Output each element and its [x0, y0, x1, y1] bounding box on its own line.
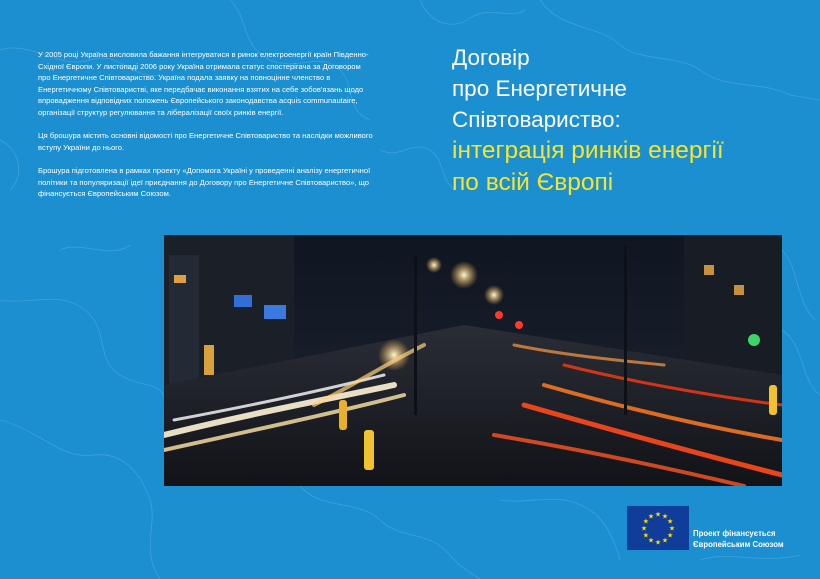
subtitle-line: інтеграція ринків енергії	[452, 137, 724, 164]
subtitle-line: по всій Європі	[452, 169, 614, 196]
document-title	[452, 42, 812, 199]
eu-star-icon: ★	[642, 532, 650, 540]
eu-star-icon: ★	[654, 511, 662, 519]
eu-star-icon: ★	[668, 525, 676, 533]
eu-flag-icon	[627, 506, 689, 550]
intro-paragraph: Брошура підготовлена в рамках проекту «Допомога Україні у проведенні аналізу енергетичної політики та популяризації ідеї приєднання до Договору про Енергетичне Співтовариство», що фінансується Європейським Союзом.	[38, 165, 371, 199]
eu-caption-line: Проект фінансується	[693, 529, 776, 538]
eu-funding-caption	[693, 529, 784, 551]
title-line: про Енергетичне	[452, 76, 627, 101]
eu-star-icon: ★	[640, 525, 648, 533]
eu-star-icon: ★	[661, 537, 669, 545]
intro-paragraph: У 2005 році Україна висловила бажання інтегруватися в ринок електроенергії країн Південно-Східної Європи. У листопаді 2006 року Україна отримала статус спостерігача за Договором про Енергетичне Співтовариство. Україна подала заявку на повноцінне членство в Енергетичному Співтоваристві, яке передбачає виконання взятих на себе зобов'язань щодо впровадження відповідних положень Європейського законодавства acquis communautaire, організації структур регулювання та лібералізації своїх ринків енергії.	[38, 50, 369, 117]
eu-star-icon: ★	[654, 539, 662, 547]
intro-paragraph: Ця брошура містить основні відомості про Енергетичне Співтовариство та наслідки можливого вступу України до нього.	[38, 131, 373, 152]
eu-star-icon: ★	[666, 532, 674, 540]
title-line: Співтовариство:	[452, 107, 621, 132]
eu-star-icon: ★	[661, 513, 669, 521]
eu-star-icon: ★	[666, 518, 674, 526]
title-line: Договір	[452, 45, 530, 70]
eu-caption-line: Європейським Союзом	[693, 539, 784, 549]
eu-star-icon: ★	[642, 518, 650, 526]
eu-star-icon: ★	[647, 537, 655, 545]
intro-text-column	[38, 49, 374, 211]
night-traffic-photo	[164, 235, 782, 486]
eu-star-icon: ★	[647, 513, 655, 521]
